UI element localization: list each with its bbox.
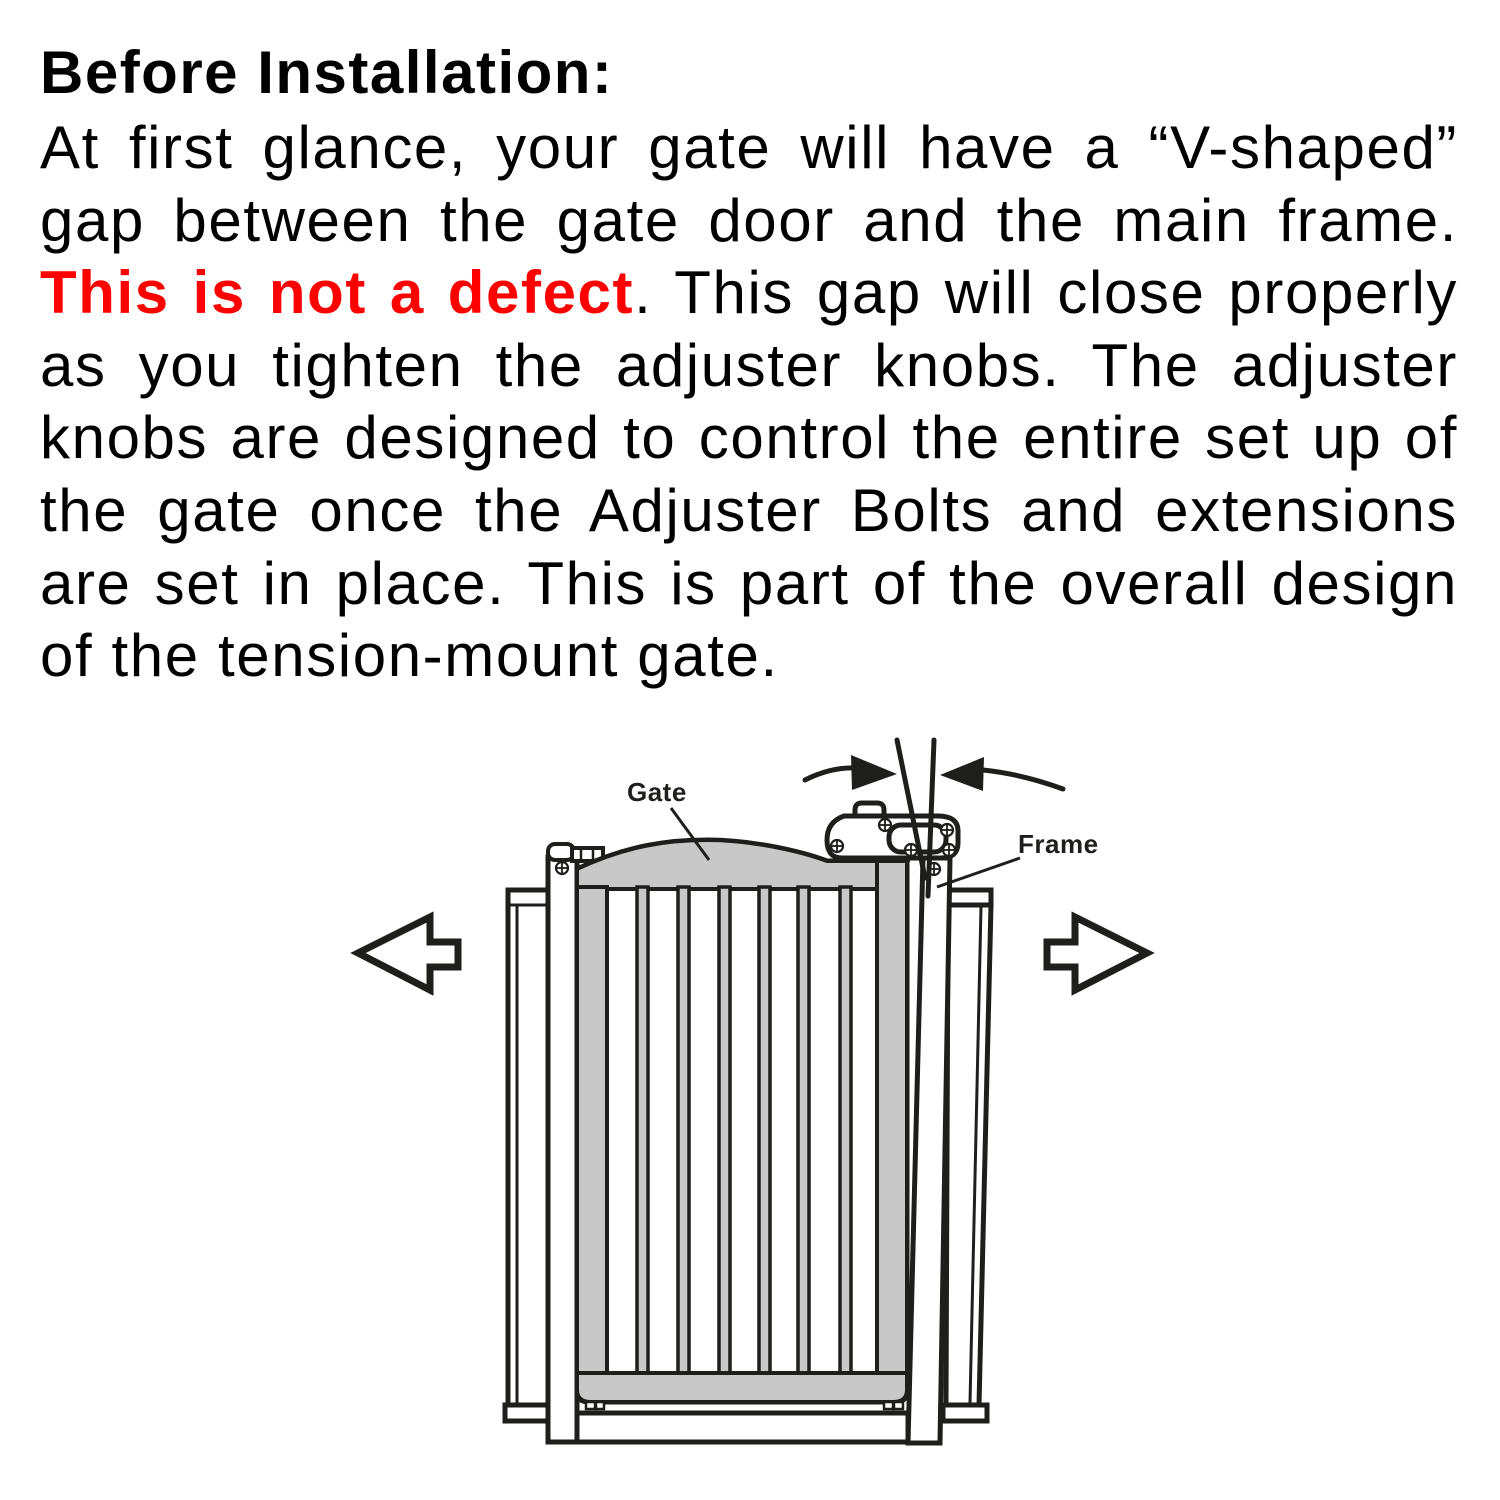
gate-door [577,840,907,1409]
paragraph-line: are set in place. This is part of the overall design [40,549,1458,617]
paragraph-line: gap between the gate door and the main frame. [40,186,1458,254]
left-arrow-icon [358,917,458,990]
squeeze-arc-left [805,768,856,780]
paragraph-text: . This gap will close properly [634,259,1458,327]
squeeze-arc-right [983,770,1063,789]
screw-icon [943,844,955,856]
bottom-crossbar [577,1413,908,1442]
paragraph-line: of the tension-mount gate. [40,622,779,690]
inward-arrowhead-left [851,755,897,790]
screw-icon [879,819,891,831]
inward-arrowhead-right [940,757,984,791]
page-title: Before Installation: [40,39,614,106]
paragraph-line: At first glance, your gate will have a “V-shaped” [40,114,1458,181]
latch-assembly [827,803,958,862]
paragraph-line: as you tighten the adjuster knobs. The adjuster [40,331,1458,399]
gate-label: Gate [627,777,687,807]
screw-icon [941,824,953,836]
screw-icon [905,844,917,856]
right-frame-post [908,858,950,1443]
frame-label: Frame [1018,829,1099,859]
emphasis-red-text: This is not a defect [40,259,635,327]
paragraph-line: the gate once the Adjuster Bolts and extensions [40,476,1458,544]
screw-icon [556,862,568,874]
right-arrow-icon [1047,917,1147,990]
paragraph-line: knobs are designed to control the entire set up of [40,404,1458,472]
screw-icon [831,840,843,852]
left-extension-panel [505,890,549,1421]
